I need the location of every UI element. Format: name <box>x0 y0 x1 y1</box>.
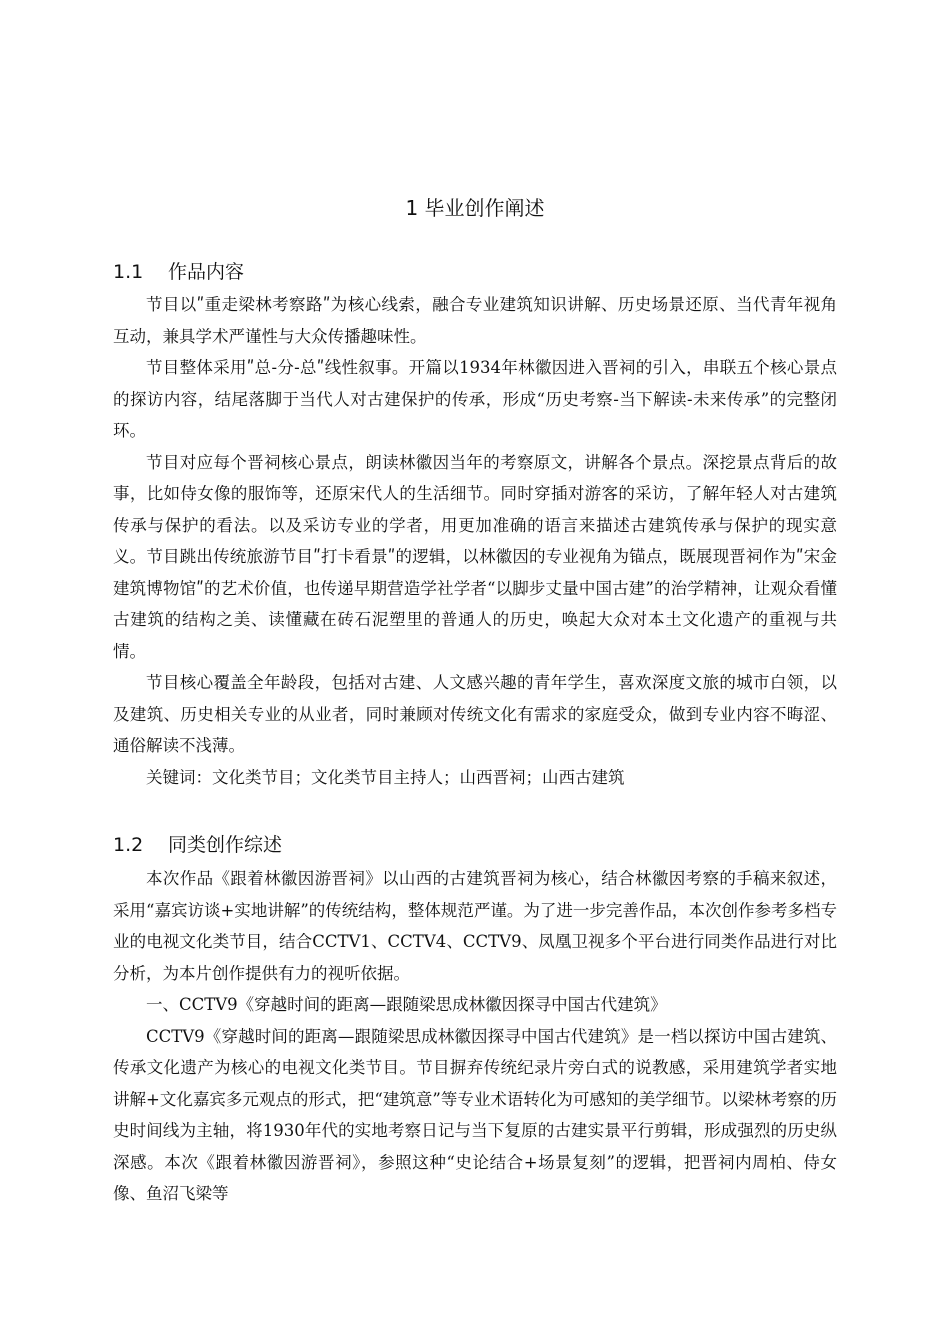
subsection-title: 一、CCTV9《穿越时间的距离—跟随梁思成林徽因探寻中国古代建筑》 <box>146 995 667 1014</box>
document-page <box>113 0 837 1344</box>
section-number: 1.1 <box>113 261 144 283</box>
body-paragraph: 节目核心覆盖全年龄段，包括对古建、人文感兴趣的青年学生，喜欢深度文旅的城市白领，以及建筑、历史相关专业的从业者，同时兼顾对传统文化有需求的家庭受众，做到专业内容不晦涩、通俗解读不浅薄。 <box>113 673 837 755</box>
body-paragraph: 本次作品《跟着林徽因游晋祠》以山西的古建筑晋祠为核心，结合林徽因考察的手稿来叙述，采用“嘉宾访谈+实地讲解”的传统结构，整体规范严谨。为了进一步完善作品，本次创作参考多档专业的电视文化类节目，结合CCTV1、CCTV4、CCTV9、凤凰卫视多个平台进行同类作品进行对比分析，为本片创作提供有力的视听依据。 <box>113 869 837 983</box>
section-title: 同类创作综述 <box>168 834 283 856</box>
chapter-title: 1 毕业创作阐述 <box>405 196 545 220</box>
section-body-1-2 <box>113 863 837 1210</box>
keywords-line: 关键词：文化类节目；文化类节目主持人；山西晋祠；山西古建筑 <box>146 767 625 787</box>
body-paragraph: 节目对应每个晋祠核心景点，朗读林徽因当年的考察原文，讲解各个景点。深挖景点背后的故事，比如侍女像的服饰等，还原宋代人的生活细节。同时穿插对游客的采访，了解年轻人对古建筑传承与保护的看法。以及采访专业的学者，用更加准确的语言来描述古建筑传承与保护的现实意义。节目跳出传统旅游节目ʺ打卡看景ʺ的逻辑，以林徽因的专业视角为锚点，既展现晋祠作为ʺ宋金建筑博物馆ʺ的艺术价值，也传递早期营造学社学者“以脚步丈量中国古建”的治学精神，让观众看懂古建筑的结构之美、读懂藏在砖石泥塑里的普通人的历史，唤起大众对本土文化遗产的重视与共情。 <box>113 452 837 661</box>
body-paragraph: 节目以ʺ重走梁林考察路ʺ为核心线索，融合专业建筑知识讲解、历史场景还原、当代青年视角互动，兼具学术严谨性与大众传播趣味性。 <box>113 295 837 346</box>
section-heading-1-1 <box>113 258 244 286</box>
body-paragraph: CCTV9《穿越时间的距离—跟随梁思成林徽因探寻中国古代建筑》是一档以探访中国古建筑、传承文化遗产为核心的电视文化类节目。节目摒弃传统纪录片旁白式的说教感，采用建筑学者实地讲解+文化嘉宾多元观点的形式，把“建筑意”等专业术语转化为可感知的美学细节。以梁林考察的历史时间线为主轴，将1930年代的实地考察日记与当下复原的古建实景平行剪辑，形成强烈的历史纵深感。本次《跟着林徽因游晋祠》，参照这种“史论结合+场景复刻”的逻辑，把晋祠内周柏、侍女像、鱼沼飞梁等 <box>113 1026 837 1203</box>
section-body-1-1 <box>113 289 837 793</box>
body-paragraph: 节目整体采用ʺ总-分-总ʺ线性叙事。开篇以1934年林徽因进入晋祠的引入，串联五个核心景点的探访内容，结尾落脚于当代人对古建保护的传承，形成“历史考察-当下解读-未来传承”的完整闭环。 <box>113 358 837 440</box>
section-heading-1-2 <box>113 831 282 859</box>
section-number: 1.2 <box>113 834 144 856</box>
section-title: 作品内容 <box>168 261 245 283</box>
